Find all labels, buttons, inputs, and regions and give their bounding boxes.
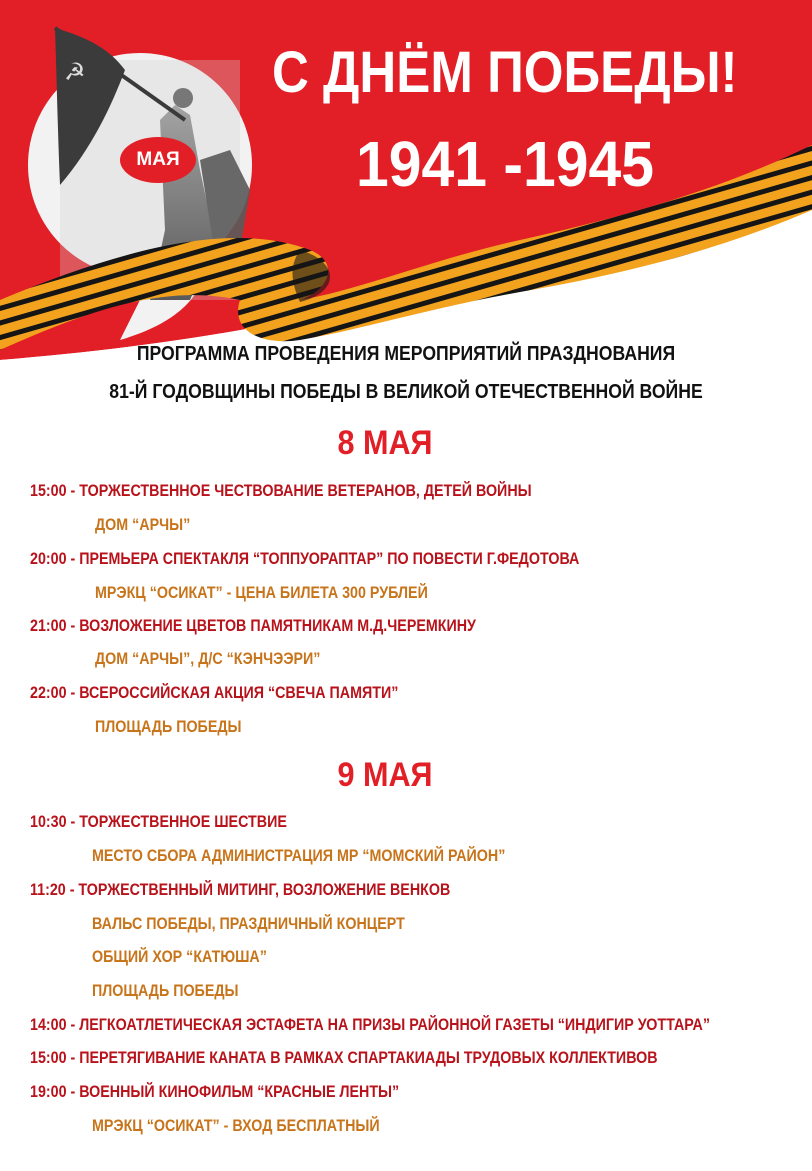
event-place: МЕСТО СБОРА АДМИНИСТРАЦИЯ МР “МОМСКИЙ РАЙОН” bbox=[92, 846, 506, 865]
event-line: 15:00 - ПЕРЕТЯГИВАНИЕ КАНАТА В РАМКАХ СПАРТАКИАДЫ ТРУДОВЫХ КОЛЛЕКТИВОВ bbox=[30, 1048, 658, 1067]
event-place: ПЛОЩАДЬ ПОБЕДЫ bbox=[92, 981, 239, 1000]
event-line: 22:00 - ВСЕРОССИЙСКАЯ АКЦИЯ “СВЕЧА ПАМЯТИ” bbox=[30, 683, 399, 702]
event-place: ДОМ “АРЧЫ” bbox=[95, 515, 191, 534]
event-line: 19:00 - ВОЕННЫЙ КИНОФИЛЬМ “КРАСНЫЕ ЛЕНТЫ” bbox=[30, 1082, 400, 1101]
event-place: МРЭКЦ “ОСИКАТ” - ЦЕНА БИЛЕТА 300 РУБЛЕЙ bbox=[95, 583, 428, 602]
event-line: 11:20 - ТОРЖЕСТВЕННЫЙ МИТИНГ, ВОЗЛОЖЕНИЕ ВЕНКОВ bbox=[30, 880, 451, 899]
event-place: ДОМ “АРЧЫ”, Д/С “КЭНЧЭЭРИ” bbox=[95, 649, 321, 668]
poster-title: С ДНЁМ ПОБЕДЫ! bbox=[272, 40, 738, 105]
event-place: ОБЩИЙ ХОР “КАТЮША” bbox=[92, 947, 267, 966]
event-line: 21:00 - ВОЗЛОЖЕНИЕ ЦВЕТОВ ПАМЯТНИКАМ М.Д.ЧЕРЕМКИНУ bbox=[30, 616, 476, 635]
event-place: МРЭКЦ “ОСИКАТ” - ВХОД БЕСПЛАТНЫЙ bbox=[92, 1116, 380, 1135]
day-heading-8-may: 8 МАЯ bbox=[337, 424, 433, 462]
event-line: 10:30 - ТОРЖЕСТВЕННОЕ ШЕСТВИЕ bbox=[30, 812, 287, 831]
event-line: 14:00 - ЛЕГКОАТЛЕТИЧЕСКАЯ ЭСТАФЕТА НА ПРИЗЫ РАЙОННОЙ ГАЗЕТЫ “ИНДИГИР УОТТАРА” bbox=[30, 1015, 710, 1034]
svg-text:☭: ☭ bbox=[64, 58, 86, 86]
event-place: ВАЛЬС ПОБЕДЫ, ПРАЗДНИЧНЫЙ КОНЦЕРТ bbox=[92, 914, 405, 933]
may-badge: МАЯ bbox=[120, 137, 196, 183]
day-heading-9-may: 9 МАЯ bbox=[337, 756, 433, 794]
event-place: ПЛОЩАДЬ ПОБЕДЫ bbox=[95, 717, 242, 736]
war-years: 1941 -1945 bbox=[356, 128, 654, 200]
event-line: 20:00 - ПРЕМЬЕРА СПЕКТАКЛЯ “ТОППУОРАПТАР” ПО ПОВЕСТИ Г.ФЕДОТОВА bbox=[30, 549, 580, 568]
program-heading-line1: ПРОГРАММА ПРОВЕДЕНИЯ МЕРОПРИЯТИЙ ПРАЗДНОВАНИЯ bbox=[136, 342, 676, 365]
event-line: 15:00 - ТОРЖЕСТВЕННОЕ ЧЕСТВОВАНИЕ ВЕТЕРАНОВ, ДЕТЕЙ ВОЙНЫ bbox=[30, 481, 532, 500]
program-heading-line2: 81-Й ГОДОВЩИНЫ ПОБЕДЫ В ВЕЛИКОЙ ОТЕЧЕСТВЕННОЙ ВОЙНЕ bbox=[109, 380, 703, 403]
